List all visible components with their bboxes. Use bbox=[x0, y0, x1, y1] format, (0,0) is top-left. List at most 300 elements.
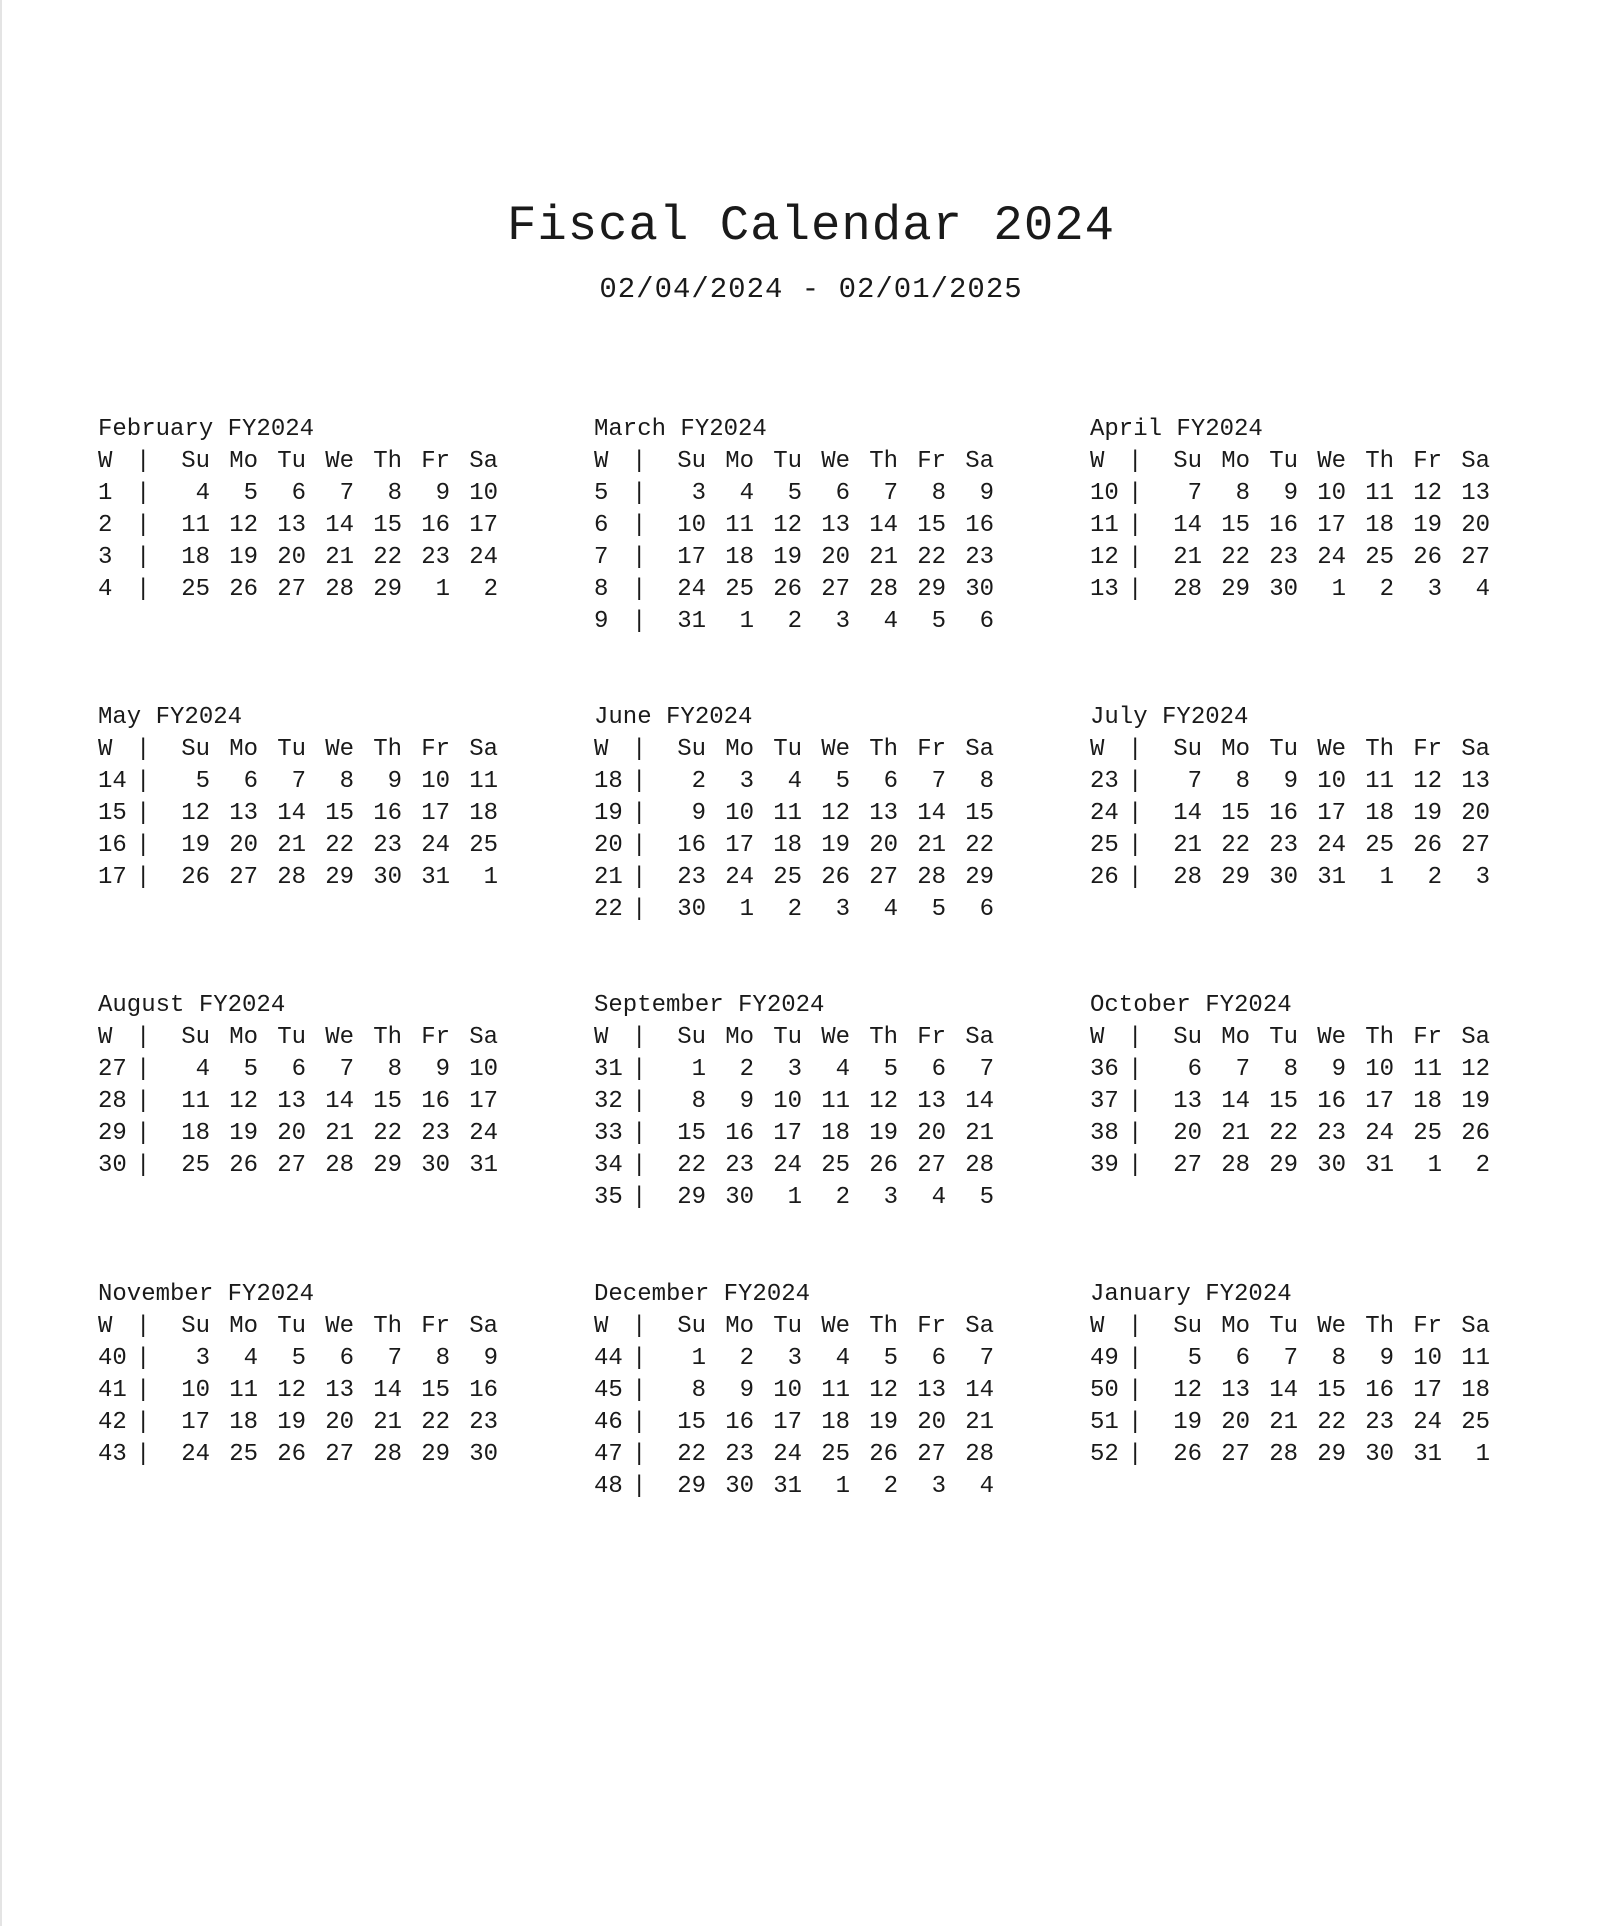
day-cell: 9 bbox=[691, 800, 706, 827]
day-cell: 12 bbox=[869, 1088, 898, 1115]
week-number: 19 bbox=[594, 800, 623, 827]
column-separator: | bbox=[136, 1409, 151, 1436]
week-number: 28 bbox=[98, 1088, 127, 1115]
column-separator: | bbox=[632, 608, 647, 635]
day-cell: 10 bbox=[469, 1056, 498, 1083]
day-cell: 1 bbox=[1331, 576, 1346, 603]
day-cell: 29 bbox=[1317, 1441, 1346, 1468]
day-cell: 4 bbox=[243, 1345, 258, 1372]
day-cell: 30 bbox=[1317, 1152, 1346, 1179]
day-cell: 10 bbox=[1413, 1345, 1442, 1372]
week-row bbox=[98, 862, 558, 894]
day-cell: 10 bbox=[773, 1088, 802, 1115]
day-cell: 2 bbox=[835, 1184, 850, 1211]
day-cell: 27 bbox=[917, 1152, 946, 1179]
weekday-header-row bbox=[98, 1311, 558, 1343]
day-cell: 28 bbox=[965, 1441, 994, 1468]
month-block bbox=[1090, 702, 1550, 894]
day-cell: 29 bbox=[421, 1441, 450, 1468]
weekday-header: Mo bbox=[725, 1024, 754, 1051]
column-separator: | bbox=[136, 1345, 151, 1372]
column-separator: | bbox=[136, 1152, 151, 1179]
column-separator: | bbox=[1128, 1056, 1143, 1083]
week-row bbox=[98, 798, 558, 830]
day-cell: 14 bbox=[277, 800, 306, 827]
day-cell: 15 bbox=[373, 512, 402, 539]
day-cell: 7 bbox=[979, 1345, 994, 1372]
month-title: September FY2024 bbox=[594, 992, 825, 1019]
day-cell: 24 bbox=[181, 1441, 210, 1468]
day-cell: 5 bbox=[835, 768, 850, 795]
day-cell: 1 bbox=[787, 1184, 802, 1211]
day-cell: 16 bbox=[677, 832, 706, 859]
day-cell: 30 bbox=[725, 1473, 754, 1500]
weekday-header: Th bbox=[373, 1313, 402, 1340]
day-cell: 23 bbox=[677, 864, 706, 891]
day-cell: 28 bbox=[373, 1441, 402, 1468]
weekday-header: We bbox=[1317, 1313, 1346, 1340]
week-number-header: W bbox=[1090, 1313, 1105, 1340]
weekday-header: Fr bbox=[917, 1024, 946, 1051]
day-cell: 27 bbox=[1461, 832, 1490, 859]
week-row bbox=[1090, 1150, 1550, 1182]
day-cell: 24 bbox=[469, 1120, 498, 1147]
day-cell: 19 bbox=[869, 1409, 898, 1436]
day-cell: 11 bbox=[725, 512, 754, 539]
day-cell: 10 bbox=[677, 512, 706, 539]
week-number: 3 bbox=[98, 544, 113, 571]
weekday-header: Tu bbox=[1269, 1313, 1298, 1340]
month-block bbox=[594, 702, 1054, 926]
day-cell: 27 bbox=[277, 576, 306, 603]
day-cell: 6 bbox=[979, 608, 994, 635]
week-number: 22 bbox=[594, 896, 623, 923]
column-separator: | bbox=[136, 576, 151, 603]
day-cell: 22 bbox=[373, 1120, 402, 1147]
week-number: 36 bbox=[1090, 1056, 1119, 1083]
page-title: Fiscal Calendar 2024 bbox=[506, 198, 1116, 254]
week-row bbox=[98, 1343, 558, 1375]
weekday-header-row bbox=[98, 734, 558, 766]
day-cell: 11 bbox=[1413, 1056, 1442, 1083]
day-cell: 11 bbox=[773, 800, 802, 827]
week-row bbox=[594, 1054, 1054, 1086]
week-row bbox=[98, 510, 558, 542]
week-row bbox=[1090, 1086, 1550, 1118]
day-cell: 2 bbox=[739, 1345, 754, 1372]
weekday-header: Mo bbox=[725, 736, 754, 763]
day-cell: 21 bbox=[869, 544, 898, 571]
day-cell: 22 bbox=[1221, 544, 1250, 571]
day-cell: 3 bbox=[787, 1056, 802, 1083]
week-number: 35 bbox=[594, 1184, 623, 1211]
week-row bbox=[594, 798, 1054, 830]
week-row bbox=[98, 574, 558, 606]
day-cell: 20 bbox=[325, 1409, 354, 1436]
day-cell: 17 bbox=[469, 1088, 498, 1115]
day-cell: 20 bbox=[277, 544, 306, 571]
day-cell: 3 bbox=[1427, 576, 1442, 603]
day-cell: 4 bbox=[931, 1184, 946, 1211]
day-cell: 24 bbox=[421, 832, 450, 859]
weekday-header-row bbox=[594, 1311, 1054, 1343]
day-cell: 10 bbox=[1365, 1056, 1394, 1083]
weekday-header: Tu bbox=[773, 1313, 802, 1340]
day-cell: 15 bbox=[1221, 800, 1250, 827]
week-row bbox=[594, 606, 1054, 638]
day-cell: 17 bbox=[181, 1409, 210, 1436]
column-separator: | bbox=[1128, 1345, 1143, 1372]
column-separator: | bbox=[632, 1377, 647, 1404]
day-cell: 5 bbox=[195, 768, 210, 795]
week-row bbox=[98, 1054, 558, 1086]
month-title: June FY2024 bbox=[594, 704, 753, 731]
day-cell: 19 bbox=[277, 1409, 306, 1436]
day-cell: 12 bbox=[181, 800, 210, 827]
week-row bbox=[594, 1150, 1054, 1182]
column-separator: | bbox=[632, 1184, 647, 1211]
day-cell: 18 bbox=[773, 832, 802, 859]
day-cell: 1 bbox=[435, 576, 450, 603]
day-cell: 4 bbox=[787, 768, 802, 795]
day-cell: 27 bbox=[325, 1441, 354, 1468]
day-cell: 8 bbox=[1331, 1345, 1346, 1372]
weekday-header: Sa bbox=[469, 1313, 498, 1340]
week-number: 46 bbox=[594, 1409, 623, 1436]
day-cell: 9 bbox=[1379, 1345, 1394, 1372]
day-cell: 6 bbox=[931, 1056, 946, 1083]
day-cell: 9 bbox=[979, 480, 994, 507]
day-cell: 30 bbox=[421, 1152, 450, 1179]
day-cell: 25 bbox=[821, 1152, 850, 1179]
day-cell: 28 bbox=[277, 864, 306, 891]
day-cell: 8 bbox=[691, 1088, 706, 1115]
weekday-header: Tu bbox=[277, 1024, 306, 1051]
weekday-header-row bbox=[98, 446, 558, 478]
weekday-header-row bbox=[98, 1022, 558, 1054]
day-cell: 22 bbox=[1269, 1120, 1298, 1147]
day-cell: 2 bbox=[787, 608, 802, 635]
day-cell: 28 bbox=[965, 1152, 994, 1179]
week-row bbox=[98, 830, 558, 862]
day-cell: 24 bbox=[1317, 832, 1346, 859]
day-cell: 14 bbox=[1221, 1088, 1250, 1115]
column-separator: | bbox=[136, 1056, 151, 1083]
weekday-header: Mo bbox=[229, 736, 258, 763]
day-cell: 7 bbox=[1235, 1056, 1250, 1083]
day-cell: 4 bbox=[979, 1473, 994, 1500]
day-cell: 5 bbox=[931, 608, 946, 635]
weekday-header-row bbox=[594, 446, 1054, 478]
day-cell: 2 bbox=[691, 768, 706, 795]
week-row bbox=[594, 1439, 1054, 1471]
day-cell: 15 bbox=[1221, 512, 1250, 539]
day-cell: 16 bbox=[965, 512, 994, 539]
day-cell: 5 bbox=[787, 480, 802, 507]
column-separator: | bbox=[632, 1120, 647, 1147]
day-cell: 29 bbox=[373, 576, 402, 603]
day-cell: 17 bbox=[677, 544, 706, 571]
month-block bbox=[1090, 1279, 1550, 1471]
day-cell: 12 bbox=[1173, 1377, 1202, 1404]
day-cell: 11 bbox=[821, 1088, 850, 1115]
date-range: 02/04/2024 - 02/01/2025 bbox=[599, 273, 1023, 306]
weekday-header: Mo bbox=[229, 1313, 258, 1340]
day-cell: 9 bbox=[387, 768, 402, 795]
weekday-header: Tu bbox=[277, 448, 306, 475]
day-cell: 5 bbox=[1187, 1345, 1202, 1372]
weekday-header: Mo bbox=[229, 448, 258, 475]
day-cell: 22 bbox=[1221, 832, 1250, 859]
weekday-header: We bbox=[325, 1313, 354, 1340]
week-number: 23 bbox=[1090, 768, 1119, 795]
month-title: May FY2024 bbox=[98, 704, 243, 731]
column-separator: | bbox=[632, 1409, 647, 1436]
month-title: December FY2024 bbox=[594, 1281, 811, 1308]
column-separator: | bbox=[136, 1120, 151, 1147]
month-block bbox=[594, 414, 1054, 638]
week-row bbox=[1090, 830, 1550, 862]
month-title: October FY2024 bbox=[1090, 992, 1292, 1019]
column-separator: | bbox=[1128, 768, 1143, 795]
week-row bbox=[594, 1407, 1054, 1439]
day-cell: 25 bbox=[773, 864, 802, 891]
day-cell: 19 bbox=[181, 832, 210, 859]
day-cell: 23 bbox=[1365, 1409, 1394, 1436]
day-cell: 7 bbox=[387, 1345, 402, 1372]
day-cell: 22 bbox=[373, 544, 402, 571]
day-cell: 1 bbox=[691, 1345, 706, 1372]
week-row bbox=[98, 542, 558, 574]
day-cell: 10 bbox=[181, 1377, 210, 1404]
day-cell: 30 bbox=[725, 1184, 754, 1211]
week-number: 8 bbox=[594, 576, 609, 603]
column-separator: | bbox=[632, 864, 647, 891]
day-cell: 18 bbox=[725, 544, 754, 571]
day-cell: 22 bbox=[421, 1409, 450, 1436]
day-cell: 8 bbox=[979, 768, 994, 795]
day-cell: 22 bbox=[325, 832, 354, 859]
week-number: 9 bbox=[594, 608, 609, 635]
day-cell: 22 bbox=[917, 544, 946, 571]
day-cell: 3 bbox=[739, 768, 754, 795]
week-row bbox=[1090, 574, 1550, 606]
day-cell: 14 bbox=[917, 800, 946, 827]
day-cell: 27 bbox=[1221, 1441, 1250, 1468]
day-cell: 13 bbox=[917, 1377, 946, 1404]
day-cell: 13 bbox=[325, 1377, 354, 1404]
day-cell: 18 bbox=[1365, 512, 1394, 539]
column-separator: | bbox=[632, 1345, 647, 1372]
weekday-header: Fr bbox=[421, 736, 450, 763]
weekday-header: Sa bbox=[965, 1313, 994, 1340]
week-number: 16 bbox=[98, 832, 127, 859]
day-cell: 26 bbox=[869, 1441, 898, 1468]
weekday-header: Th bbox=[869, 1024, 898, 1051]
day-cell: 9 bbox=[1283, 768, 1298, 795]
column-separator: | bbox=[632, 544, 647, 571]
column-separator: | bbox=[632, 768, 647, 795]
day-cell: 24 bbox=[469, 544, 498, 571]
week-number: 1 bbox=[98, 480, 113, 507]
day-cell: 3 bbox=[1475, 864, 1490, 891]
day-cell: 29 bbox=[325, 864, 354, 891]
day-cell: 29 bbox=[1221, 576, 1250, 603]
weekday-header: Su bbox=[1173, 1024, 1202, 1051]
week-row bbox=[594, 1343, 1054, 1375]
month-title: August FY2024 bbox=[98, 992, 286, 1019]
day-cell: 22 bbox=[677, 1441, 706, 1468]
day-cell: 4 bbox=[835, 1345, 850, 1372]
month-block bbox=[98, 702, 558, 894]
day-cell: 26 bbox=[277, 1441, 306, 1468]
week-number: 30 bbox=[98, 1152, 127, 1179]
weekday-header: Sa bbox=[469, 736, 498, 763]
weekday-header: Sa bbox=[965, 736, 994, 763]
weekday-header: Su bbox=[677, 736, 706, 763]
week-row bbox=[98, 478, 558, 510]
month-block bbox=[1090, 414, 1550, 606]
day-cell: 20 bbox=[917, 1120, 946, 1147]
day-cell: 16 bbox=[725, 1409, 754, 1436]
day-cell: 20 bbox=[1461, 800, 1490, 827]
day-cell: 20 bbox=[869, 832, 898, 859]
day-cell: 31 bbox=[1413, 1441, 1442, 1468]
day-cell: 8 bbox=[435, 1345, 450, 1372]
day-cell: 22 bbox=[677, 1152, 706, 1179]
weekday-header: Tu bbox=[1269, 1024, 1298, 1051]
column-separator: | bbox=[632, 1152, 647, 1179]
column-separator: | bbox=[1128, 448, 1143, 475]
weekday-header: Mo bbox=[1221, 448, 1250, 475]
week-row bbox=[594, 574, 1054, 606]
day-cell: 11 bbox=[181, 1088, 210, 1115]
week-number: 6 bbox=[594, 512, 609, 539]
day-cell: 27 bbox=[229, 864, 258, 891]
day-cell: 8 bbox=[1283, 1056, 1298, 1083]
week-number-header: W bbox=[1090, 448, 1105, 475]
day-cell: 7 bbox=[1187, 480, 1202, 507]
day-cell: 31 bbox=[1317, 864, 1346, 891]
day-cell: 29 bbox=[677, 1184, 706, 1211]
week-row bbox=[594, 1375, 1054, 1407]
week-number: 48 bbox=[594, 1473, 623, 1500]
day-cell: 12 bbox=[1413, 768, 1442, 795]
column-separator: | bbox=[136, 512, 151, 539]
day-cell: 19 bbox=[1413, 512, 1442, 539]
day-cell: 26 bbox=[773, 576, 802, 603]
day-cell: 4 bbox=[883, 608, 898, 635]
day-cell: 18 bbox=[821, 1120, 850, 1147]
day-cell: 24 bbox=[1365, 1120, 1394, 1147]
day-cell: 18 bbox=[1413, 1088, 1442, 1115]
day-cell: 12 bbox=[773, 512, 802, 539]
week-row bbox=[594, 510, 1054, 542]
day-cell: 12 bbox=[821, 800, 850, 827]
day-cell: 19 bbox=[821, 832, 850, 859]
day-cell: 5 bbox=[931, 896, 946, 923]
day-cell: 16 bbox=[1365, 1377, 1394, 1404]
week-row bbox=[98, 766, 558, 798]
day-cell: 10 bbox=[1317, 480, 1346, 507]
day-cell: 15 bbox=[917, 512, 946, 539]
day-cell: 3 bbox=[835, 608, 850, 635]
day-cell: 8 bbox=[1235, 480, 1250, 507]
week-number: 37 bbox=[1090, 1088, 1119, 1115]
day-cell: 8 bbox=[1235, 768, 1250, 795]
day-cell: 17 bbox=[773, 1409, 802, 1436]
day-cell: 4 bbox=[195, 480, 210, 507]
day-cell: 3 bbox=[787, 1345, 802, 1372]
day-cell: 18 bbox=[181, 544, 210, 571]
weekday-header: Su bbox=[677, 448, 706, 475]
day-cell: 24 bbox=[1413, 1409, 1442, 1436]
column-separator: | bbox=[136, 864, 151, 891]
month-block bbox=[594, 1279, 1054, 1503]
column-separator: | bbox=[136, 1377, 151, 1404]
column-separator: | bbox=[632, 1441, 647, 1468]
day-cell: 7 bbox=[1283, 1345, 1298, 1372]
week-number-header: W bbox=[98, 448, 113, 475]
day-cell: 7 bbox=[883, 480, 898, 507]
day-cell: 28 bbox=[917, 864, 946, 891]
day-cell: 6 bbox=[979, 896, 994, 923]
week-number-header: W bbox=[98, 1313, 113, 1340]
weekday-header: Fr bbox=[1413, 1024, 1442, 1051]
weekday-header: Su bbox=[677, 1313, 706, 1340]
day-cell: 14 bbox=[1173, 512, 1202, 539]
day-cell: 15 bbox=[1317, 1377, 1346, 1404]
week-row bbox=[594, 830, 1054, 862]
weekday-header: Su bbox=[181, 1313, 210, 1340]
weekday-header: Th bbox=[869, 448, 898, 475]
month-block bbox=[1090, 990, 1550, 1182]
column-separator: | bbox=[1128, 1152, 1143, 1179]
day-cell: 19 bbox=[869, 1120, 898, 1147]
week-row bbox=[594, 862, 1054, 894]
day-cell: 26 bbox=[1461, 1120, 1490, 1147]
weekday-header: We bbox=[821, 448, 850, 475]
weekday-header: We bbox=[821, 1024, 850, 1051]
day-cell: 19 bbox=[1461, 1088, 1490, 1115]
day-cell: 27 bbox=[869, 864, 898, 891]
weekday-header: Tu bbox=[277, 736, 306, 763]
weekday-header: Fr bbox=[1413, 1313, 1442, 1340]
column-separator: | bbox=[632, 1313, 647, 1340]
weekday-header-row bbox=[1090, 1022, 1550, 1054]
day-cell: 19 bbox=[229, 544, 258, 571]
day-cell: 13 bbox=[821, 512, 850, 539]
column-separator: | bbox=[136, 480, 151, 507]
day-cell: 30 bbox=[677, 896, 706, 923]
day-cell: 25 bbox=[821, 1441, 850, 1468]
day-cell: 21 bbox=[325, 544, 354, 571]
weekday-header: Sa bbox=[469, 1024, 498, 1051]
column-separator: | bbox=[1128, 800, 1143, 827]
day-cell: 4 bbox=[739, 480, 754, 507]
day-cell: 27 bbox=[917, 1441, 946, 1468]
day-cell: 12 bbox=[1413, 480, 1442, 507]
weekday-header: Tu bbox=[1269, 448, 1298, 475]
day-cell: 7 bbox=[291, 768, 306, 795]
week-row bbox=[98, 1150, 558, 1182]
weekday-header: Th bbox=[1365, 1024, 1394, 1051]
month-title: November FY2024 bbox=[98, 1281, 315, 1308]
day-cell: 29 bbox=[1221, 864, 1250, 891]
week-number: 44 bbox=[594, 1345, 623, 1372]
day-cell: 10 bbox=[421, 768, 450, 795]
column-separator: | bbox=[632, 800, 647, 827]
